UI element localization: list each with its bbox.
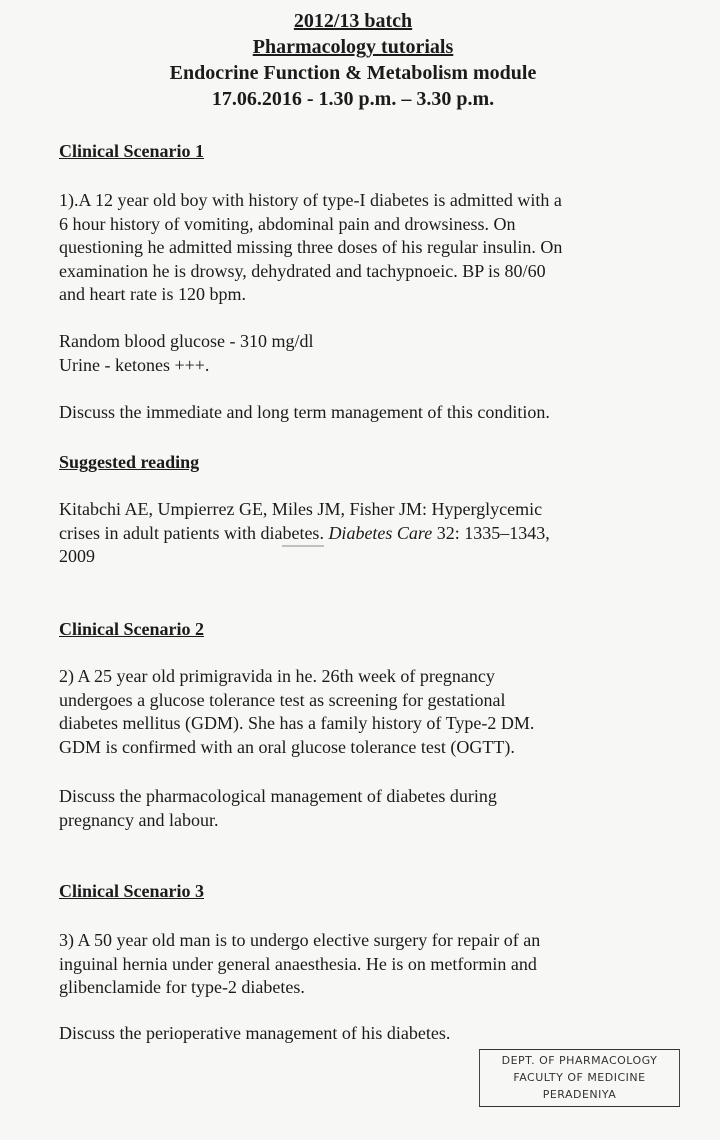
text-line: 1).A 12 year old boy with history of type-I diabetes is admitted with a [59, 190, 562, 210]
scenario-1-description [59, 189, 562, 307]
text-line: Discuss the pharmacological management of diabetes during [59, 786, 497, 806]
module-heading: Endocrine Function & Metabolism module [169, 62, 537, 84]
scenario-2-title: Clinical Scenario 2 [59, 619, 204, 639]
text-line: 2) A 25 year old primigravida in he. 26th week of pregnancy [59, 666, 495, 686]
text-line: diabetes mellitus (GDM). She has a family history of Type-2 DM. [59, 713, 535, 733]
text-line: inguinal hernia under general anaesthesia. He is on metformin and [59, 953, 537, 974]
blood-glucose-line: Random blood glucose - 310 mg/dl [59, 331, 314, 351]
text-line: Discuss the perioperative management of his diabetes. [59, 1023, 451, 1043]
reference-title: crises in adult patients with diabetes. [59, 522, 329, 543]
text-line: examination he is drowsy, dehydrated and tachypnoeic. BP is 80/60 [59, 260, 546, 281]
urine-ketones-line: Urine - ketones +++. [59, 354, 210, 375]
stamp-department: DEPT. OF PHARMACOLOGY [501, 1054, 658, 1067]
batch-heading: 2012/13 batch [293, 10, 413, 32]
scenario-1-question [59, 401, 550, 425]
text-line: 3) A 50 year old man is to undergo elective surgery for repair of an [59, 930, 541, 950]
reference-citation [59, 522, 550, 546]
scenario-3-description [59, 929, 540, 1000]
scenario-2-question [59, 785, 497, 832]
stamp-faculty: FACULTY OF MEDICINE [513, 1071, 646, 1084]
reference-volume: 32: 1335–1343, [432, 522, 550, 543]
reference-year: 2009 [59, 546, 95, 566]
scenario-1-labs [59, 330, 313, 377]
scenario-2-description [59, 665, 534, 759]
reference-authors: Kitabchi AE, Umpierrez GE, Miles JM, Fisher JM: Hyperglycemic [59, 499, 543, 519]
text-line: and heart rate is 120 bpm. [59, 284, 246, 304]
department-stamp [479, 1049, 680, 1107]
text-line: glibenclamide for type-2 diabetes. [59, 977, 305, 997]
text-line: undergoes a glucose tolerance test as screening for gestational [59, 689, 506, 710]
text-line: pregnancy and labour. [59, 809, 219, 830]
text-line: questioning he admitted missing three doses of his regular insulin. On [59, 237, 563, 257]
reading-reference [59, 498, 550, 569]
stamp-university: PERADENIYA [542, 1088, 617, 1101]
tutorial-title: Pharmacology tutorials [252, 36, 454, 58]
scenario-3-title: Clinical Scenario 3 [59, 881, 204, 901]
journal-name: Diabetes Care [328, 522, 433, 543]
document-header [0, 8, 706, 112]
text-line: GDM is confirmed with an oral glucose tolerance test (OGTT). [59, 736, 515, 757]
scenario-3-question [59, 1022, 450, 1046]
session-datetime: 17.06.2016 - 1.30 p.m. – 3.30 p.m. [211, 88, 495, 110]
text-line: Discuss the immediate and long term management of this condition. [59, 402, 550, 422]
text-line: 6 hour history of vomiting, abdominal pain and drowsiness. On [59, 213, 516, 234]
scenario-1-title: Clinical Scenario 1 [59, 141, 204, 161]
scan-mark [282, 545, 324, 547]
suggested-reading-title: Suggested reading [59, 452, 200, 472]
